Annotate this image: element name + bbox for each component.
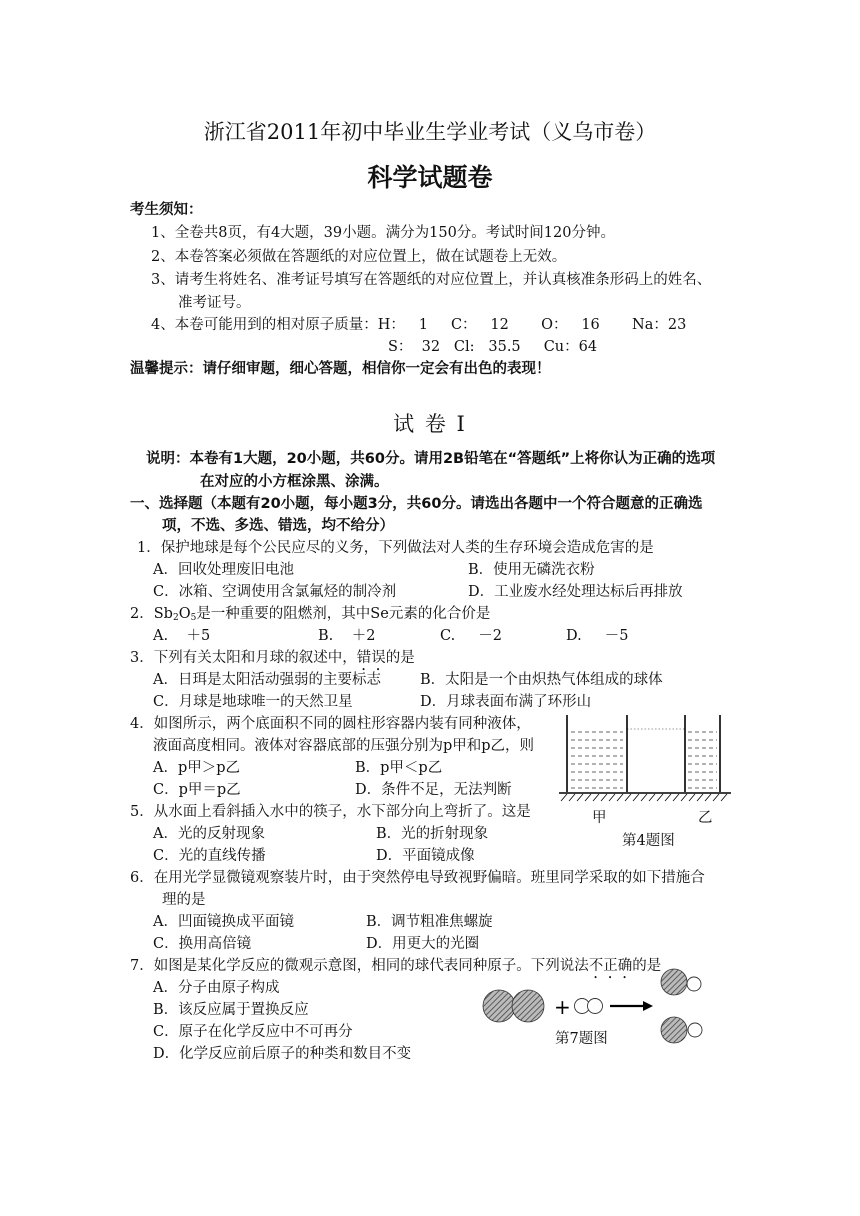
q5-option-a: A．光的反射现象 [153,826,265,842]
q6-option-d: D．用更大的光圈 [366,936,480,952]
q4-stem-2: 液面高度相同。液体对容器底部的压强分别为p甲和p乙，则 [153,738,535,754]
q2-stem-mid: O [178,606,191,622]
q1-option-b: B．使用无磷洗衣粉 [468,562,595,578]
q5-option-d: D．平面镜成像 [376,848,475,864]
paper-title: 试 卷 I [393,412,467,436]
q4-fig-caption: 第4题图 [622,833,675,849]
notice-item-4-cont: S： 32 Cl: 35.5 Cu：64 [388,339,598,355]
q4-option-c: C．p甲＝p乙 [153,782,241,798]
q1-stem: 1．保护地球是每个公民应尽的义务，下列做法对人类的生存环境会造成危害的是 [137,540,654,556]
q6-option-a: A．凹面镜换成平面镜 [153,914,294,930]
exam-title: 浙江省2011年初中毕业生学业考试（义乌市卷） [203,120,657,144]
q3-stem-post: 的是 [385,650,415,666]
q3-stem-pre: 3．下列有关太阳和月球的叙述中， [130,650,357,666]
notice-item-3: 3、请考生将姓名、准考证号填写在答题纸的对应位置上，并认真核准条形码上的姓名、 [151,272,712,288]
q3-option-d: D．月球表面布满了环形山 [420,694,592,710]
q2-stem-post: 是一种重要的阻燃剂，其中Se元素的化合价是 [196,606,491,622]
q7-option-d: D．化学反应前后原子的种类和数目不变 [153,1046,412,1062]
q2-option-c: C. －2 [440,628,502,644]
q6-stem-1: 6．在用光学显微镜观察装片时，由于突然停电导致视野偏暗。班里同学采取的如下措施合 [130,870,705,886]
plus-sign: + [554,995,571,1019]
q4-figure [555,712,735,804]
q3-stem-emphasis: 错误 [356,650,386,666]
q7-stem-emphasis: 不正确 [588,958,633,974]
q3-option-a: A．日珥是太阳活动强弱的主要标志 [153,672,381,688]
section-heading-2: 项，不选、多选、错选，均不给分） [162,518,394,534]
container-jia [567,715,627,792]
q5-option-c: C．光的直线传播 [153,848,266,864]
q2-sub-1: 2 [172,613,179,623]
q3-option-c: C．月球是地球唯一的天然卫星 [153,694,353,710]
notice-item-2: 2、本卷答案必须做在答题纸的对应位置上，做在试题卷上无效。 [151,249,567,265]
q1-option-a: A．回收处理废旧电池 [153,562,294,578]
q2-option-b: B. ＋2 [318,628,376,644]
reactant-molecule-a [483,990,544,1022]
paper-desc-1: 说明：本卷有1大题，20小题，共60分。请用2B铅笔在“答题纸”上将你认为正确的选项 [146,451,716,467]
notice-item-1: 1、全卷共8页，有4大题，39小题。满分为150分。考试时间120分钟。 [151,225,615,241]
q4-stem-1: 4．如图所示，两个底面积不同的圆柱形容器内装有同种液体， [130,716,531,732]
q7-stem-pre: 7．如图是某化学反应的微观示意图，相同的球代表同种原子。下列说法 [130,958,589,974]
notice-item-4 [151,313,686,334]
product-molecule-2 [661,1017,702,1043]
q7-option-a: A．分子由原子构成 [153,980,280,996]
q7-option-b: B．该反应属于置换反应 [153,1002,309,1018]
q4-option-a: A．p甲＞p乙 [153,760,241,776]
notice-item-4-text: 4、本卷可能用到的相对原子质量：H： 1 C： 12 O： 16 Na：23 [151,317,687,333]
q5-option-b: B．光的折射现象 [376,826,489,842]
ground-hatch [559,793,731,801]
q2-sub-2: 5 [190,613,197,623]
reaction-arrow [610,1001,653,1011]
q3-option-b: B．太阳是一个由炽热气体组成的球体 [420,672,663,688]
reactant-molecule-b [575,999,603,1014]
section-heading-1: 一、选择题（本题有20小题，每小题3分，共60分。请选出各题中一个符合题意的正确选 [130,496,703,512]
q7-fig-caption: 第7题图 [555,1031,608,1047]
q2-stem [130,602,490,623]
notice-heading: 考生须知： [130,202,203,218]
q1-option-c: C．冰箱、空调使用含氯氟烃的制冷剂 [153,584,397,600]
q4-option-b: B．p甲＜p乙 [355,760,443,776]
paper-desc-2: 在对应的小方框涂黑、涂满。 [200,474,389,490]
q7-stem-post: 的是 [632,958,662,974]
q7-option-c: C．原子在化学反应中不可再分 [153,1024,353,1040]
q4-fig-label-jia: 甲 [592,810,607,826]
q6-stem-2: 理的是 [162,892,206,908]
exam-subtitle: 科学试题卷 [367,163,493,192]
container-yi [685,715,720,792]
q2-option-d: D. －5 [566,628,629,644]
q6-option-b: B．调节粗准焦螺旋 [366,914,493,930]
q2-option-a: A. ＋5 [153,628,211,644]
notice-item-3-cont: 准考证号。 [178,295,251,311]
notice-tip: 温馨提示：请仔细审题，细心答题，相信你一定会有出色的表现！ [130,361,551,377]
q4-fig-label-yi: 乙 [698,810,713,826]
q2-stem-pre: 2．Sb [130,606,173,622]
q4-option-d: D．条件不足，无法判断 [355,782,512,798]
q6-option-c: C．换用高倍镜 [153,936,252,952]
product-molecule-1 [661,969,701,995]
q1-option-d: D．工业废水经处理达标后再排放 [468,584,683,600]
q5-stem: 5．从水面上看斜插入水中的筷子，水下部分向上弯折了。这是 [130,804,531,820]
